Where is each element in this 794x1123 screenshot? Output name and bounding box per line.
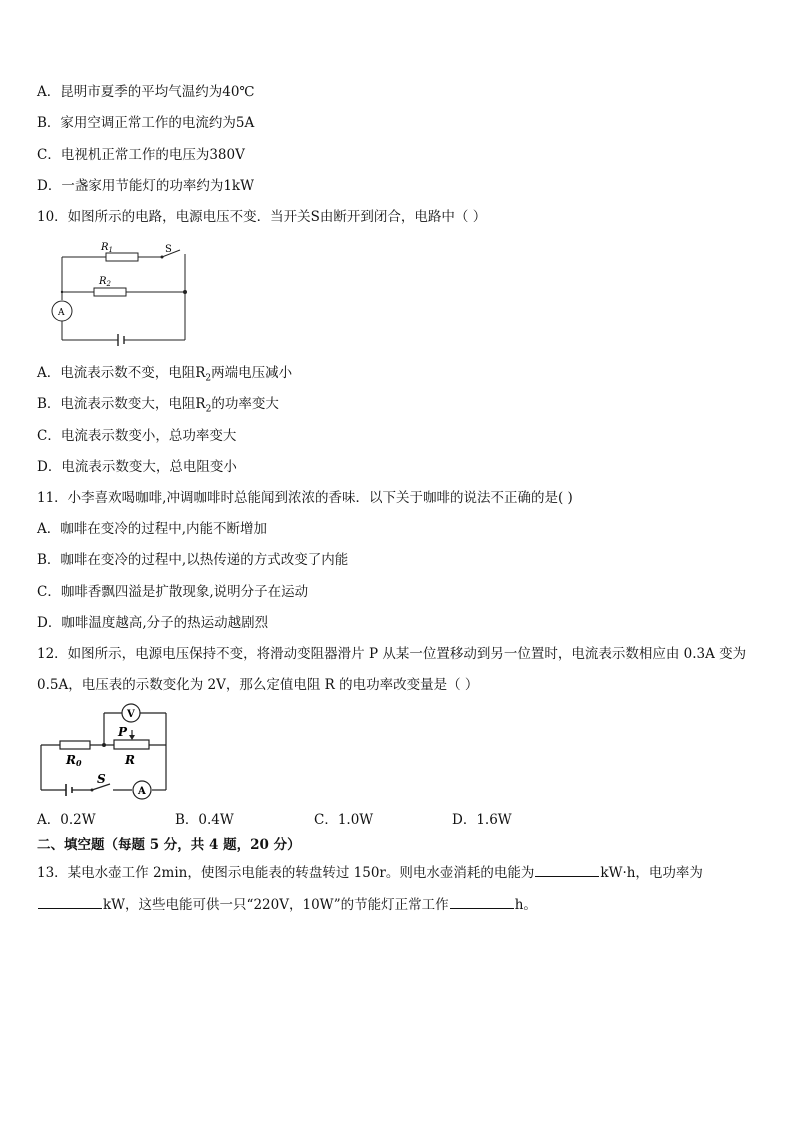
switch-label: S <box>165 244 172 255</box>
q12-stem-line2: 0.5A，电压表的示数变化为 2V，那么定值电阻 R 的电功率改变量是（ ） <box>37 677 479 693</box>
q9-option-d: D．一盏家用节能灯的功率约为1kW <box>37 178 254 194</box>
slider-label: P <box>118 725 128 739</box>
switch-pivot-dot <box>161 256 164 259</box>
q13-line1: 13．某电水壶工作 2min，使图示电能表的转盘转过 150r。则电水壶消耗的电能为 kW·h，电功率为 <box>37 865 703 881</box>
q10-stem: 10．如图所示的电路，电源电压不变．当开关S由断开到闭合，电路中（ ） <box>37 209 487 225</box>
q12-stem-line1: 12．如图所示，电源电压保持不变，将滑动变阻器滑片 P 从某一位置移动到另一位置时，电流表示数相应由 0.3A 变为 <box>37 646 747 662</box>
q12-option-a: A．0.2W <box>37 812 96 828</box>
answer-blank-hours[interactable] <box>450 895 514 909</box>
q12-circuit-diagram <box>36 702 172 802</box>
q12-option-c: C．1.0W <box>314 812 374 828</box>
q11-option-a: A．咖啡在变冷的过程中,内能不断增加 <box>37 521 268 537</box>
r0-label: R0 <box>66 753 82 768</box>
ammeter-a-label: A <box>138 786 146 797</box>
q10-option-c: C．电流表示数变小，总功率变大 <box>37 428 237 444</box>
answer-blank-power[interactable] <box>38 895 102 909</box>
junction-dot <box>183 290 187 294</box>
q11-option-c: C．咖啡香飘四溢是扩散现象,说明分子在运动 <box>37 584 309 600</box>
r1-label: $R_1$ <box>101 242 113 254</box>
q11-option-d: D．咖啡温度越高,分子的热运动越剧烈 <box>37 615 269 631</box>
q11-stem: 11．小李喜欢喝咖啡,冲调咖啡时总能闻到浓浓的香味．以下关于咖啡的说法不正确的是( ) <box>37 490 573 506</box>
q10-circuit-diagram <box>44 240 194 350</box>
r2-label: $R_2$ <box>99 276 111 288</box>
voltmeter-label: V <box>127 709 135 720</box>
q13-line2: kW，这些电能可供一只“220V，10W”的节能灯正常工作 h。 <box>37 895 537 914</box>
answer-blank-energy[interactable] <box>535 863 599 877</box>
q10-option-d: D．电流表示数变大，总电阻变小 <box>37 459 237 475</box>
q9-option-b: B．家用空调正常工作的电流约为5A <box>37 115 255 131</box>
q9-option-c: C．电视机正常工作的电压为380V <box>37 147 245 163</box>
q10-option-b: B．电流表示数变大，电阻$R_2$的功率变大 <box>37 396 279 415</box>
q10-option-a: A．电流表示数不变，电阻$R_2$两端电压减小 <box>37 365 293 384</box>
q12-option-d: D．1.6W <box>452 812 512 828</box>
q12-option-b: B．0.4W <box>175 812 234 828</box>
section-heading: 二、填空题（每题 5 分，共 4 题，20 分） <box>37 837 301 853</box>
r-label: R <box>125 753 135 767</box>
q11-option-b: B．咖啡在变冷的过程中,以热传递的方式改变了内能 <box>37 552 349 568</box>
ammeter-label: A <box>58 308 65 318</box>
q9-option-a: A．昆明市夏季的平均气温约为40℃ <box>37 84 255 100</box>
switch-s-label: S <box>97 772 106 786</box>
